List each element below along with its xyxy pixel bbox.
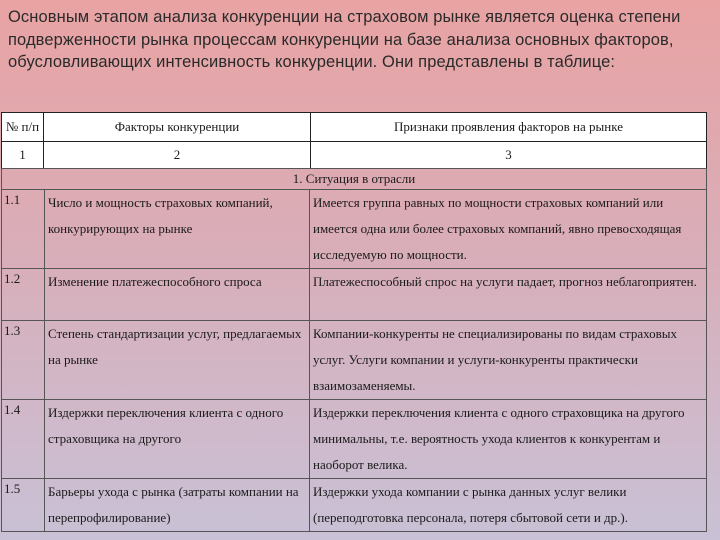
factors-table <box>1 168 707 532</box>
row-number: 1.1 <box>2 190 45 269</box>
row-factor: Барьеры ухода с рынка (затраты компании на перепрофилирование) <box>45 479 310 532</box>
row-sign: Платежеспособный спрос на услуги падает, прогноз неблагоприятен. <box>310 269 707 321</box>
table-row <box>2 479 707 532</box>
row-sign: Имеется группа равных по мощности страховых компаний или имеется одна или более страховых компаний, явно превосходящая исследуемую по мощности. <box>310 190 707 269</box>
table-row <box>2 190 707 269</box>
table-row <box>2 269 707 321</box>
table-header <box>1 112 707 169</box>
row-number: 1.2 <box>2 269 45 321</box>
row-sign: Компании-конкуренты не специализированы по видам страховых услуг. Услуги компании и услуги-конкуренты практически взаимозаменяемы. <box>310 321 707 400</box>
row-number: 1.3 <box>2 321 45 400</box>
row-factor: Издержки переключения клиента с одного страховщика на другого <box>45 400 310 479</box>
row-factor: Степень стандартизации услуг, предлагаемых на рынке <box>45 321 310 400</box>
table-row <box>2 400 707 479</box>
column-number-1: 1 <box>2 142 44 169</box>
section-title: 1. Ситуация в отрасли <box>2 169 707 190</box>
header-signs: Признаки проявления факторов на рынке <box>311 113 707 142</box>
column-number-2: 2 <box>44 142 311 169</box>
row-number: 1.4 <box>2 400 45 479</box>
row-factor: Изменение платежеспособного спроса <box>45 269 310 321</box>
intro-text: Основным этапом анализа конкуренции на страховом рынке является оценка степени подверженности рынка процессам конкуренции на базе анализа основных факторов, обусловливающих интенсивность конкуренции. Они представлены в таблице: <box>8 8 681 71</box>
row-number: 1.5 <box>2 479 45 532</box>
header-number: № п/п <box>2 113 44 142</box>
table-row <box>2 321 707 400</box>
row-sign: Издержки ухода компании с рынка данных услуг велики (переподготовка персонала, потеря сбытовой сети и др.). <box>310 479 707 532</box>
row-factor: Число и мощность страховых компаний, конкурирующих на рынке <box>45 190 310 269</box>
row-sign: Издержки переключения клиента с одного страховщика на другого минимальны, т.е. вероятность ухода клиентов к конкурентам и наоборот велика. <box>310 400 707 479</box>
column-number-3: 3 <box>311 142 707 169</box>
header-factors: Факторы конкуренции <box>44 113 311 142</box>
